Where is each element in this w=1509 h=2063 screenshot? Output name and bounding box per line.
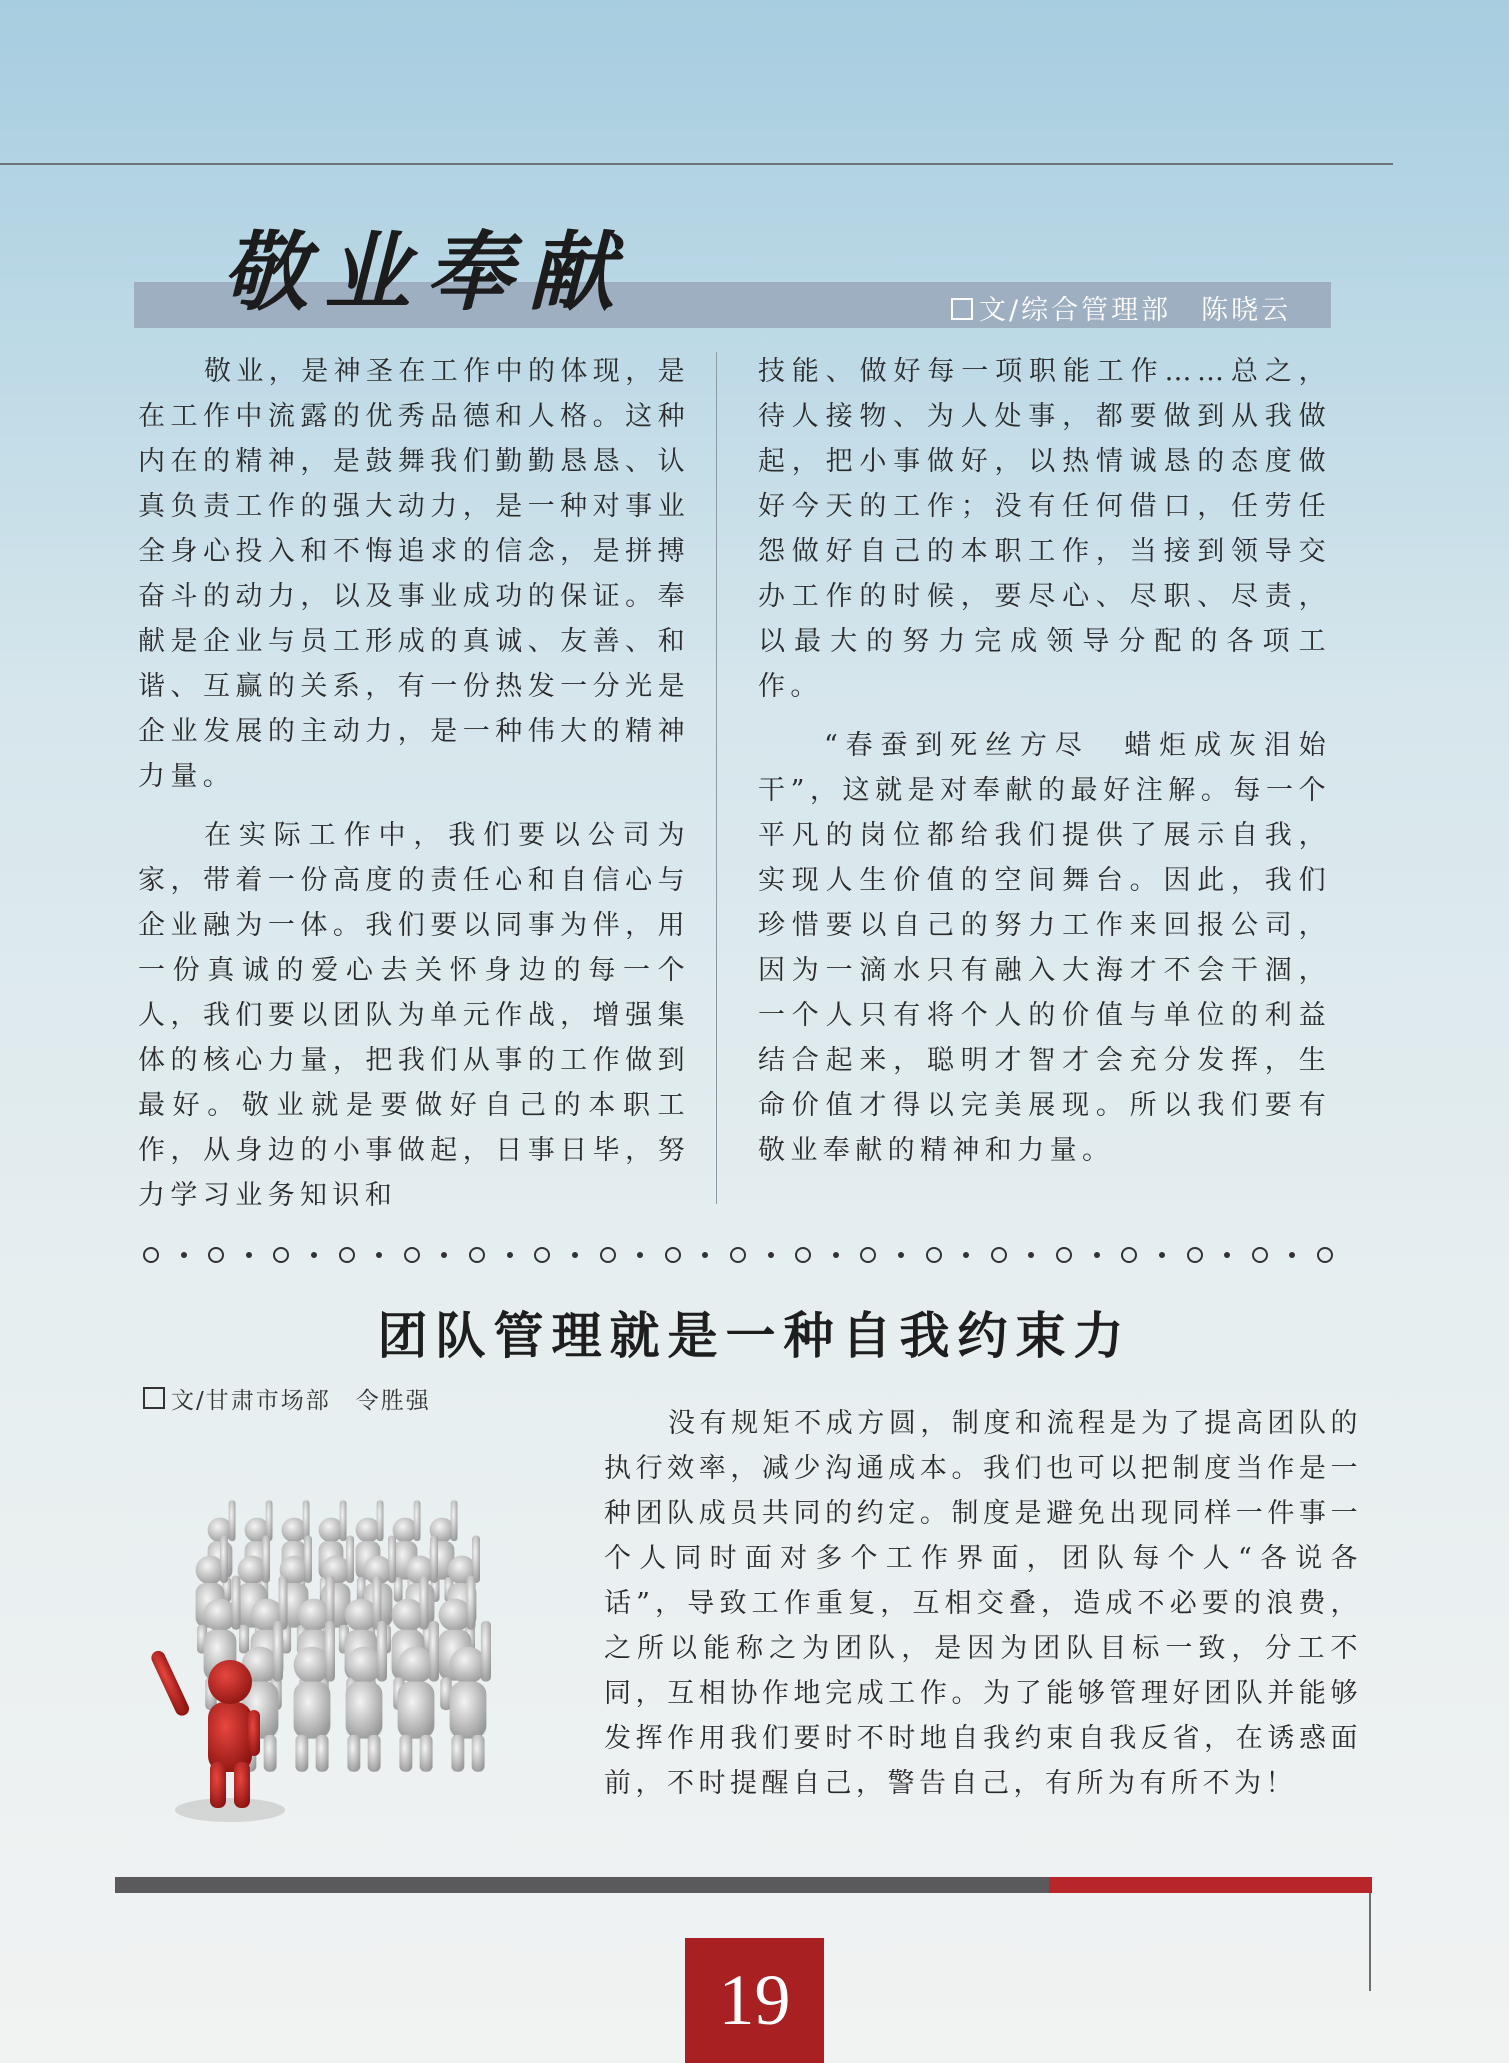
dotted-separator — [143, 1244, 1333, 1266]
article2-byline-text: 文/甘肃市场部 令胜强 — [171, 1388, 431, 1414]
separator-dot — [534, 1247, 550, 1263]
separator-dot — [1028, 1252, 1034, 1258]
article1-paragraph: “春蚕到死丝方尽 蜡炬成灰泪始干”，这就是对奉献的最好注解。每一个平凡的岗位都给我们提供了展示自我，实现人生价值的空间舞台。因此，我们珍惜要以自己的努力工作来回报公司，因为一滴水只有融入大海才不会干涸，一个人只有将个人的价值与单位的利益结合起来，聪明才智才会充分发挥，生命价值才得以完美展现。所以我们要有敬业奉献的精神和力量。 — [758, 730, 1331, 1166]
article1-paragraph: 技能、做好每一项职能工作……总之，待人接物、为人处事，都要做到从我做起，把小事做好，以热情诚恳的态度做好今天的工作；没有任何借口，任劳任怨做好自己的本职工作，当接到领导交办工作的时候，要尽心、尽职、尽责，以最大的努力完成领导分配的各项工作。 — [758, 356, 1331, 702]
separator-dot — [991, 1247, 1007, 1263]
byline-box-icon — [143, 1387, 165, 1409]
separator-dot — [339, 1247, 355, 1263]
separator-dot — [1187, 1247, 1203, 1263]
separator-dot — [600, 1247, 616, 1263]
separator-dot — [507, 1252, 513, 1258]
separator-dot — [1094, 1252, 1100, 1258]
article2-title: 团队管理就是一种自我约束力 — [377, 1307, 1132, 1365]
separator-dot — [1224, 1252, 1230, 1258]
separator-dot — [1289, 1252, 1295, 1258]
separator-dot — [702, 1252, 708, 1258]
separator-dot — [833, 1252, 839, 1258]
article1-column-left — [138, 349, 690, 1232]
separator-dot — [404, 1247, 420, 1263]
article2-paragraph: 没有规矩不成方圆，制度和流程是为了提高团队的执行效率，减少沟通成本。我们也可以把制度当作是一种团队成员共同的约定。制度是避免出现同样一件事一个人同时面对多个工作界面，团队每个人“各说各话”，导致工作重复，互相交叠，造成不必要的浪费，之所以能称之为团队，是因为团队目标一致，分工不同，互相协作地完成工作。为了能够管理好团队并能够发挥作用我们要时不时地自我约束自我反省，在诱惑面前，不时提醒自己，警告自己，有所为有所不为！ — [604, 1408, 1362, 1799]
separator-dot — [273, 1247, 289, 1263]
article2-byline — [143, 1382, 431, 1415]
separator-dot — [795, 1247, 811, 1263]
byline-box-icon — [951, 298, 973, 320]
footer-bar-accent — [1049, 1877, 1372, 1893]
separator-dot — [926, 1247, 942, 1263]
article1-byline-text: 文/综合管理部 陈晓云 — [979, 295, 1292, 326]
separator-dot — [181, 1252, 187, 1258]
separator-dot — [1159, 1252, 1165, 1258]
top-rule — [0, 163, 1393, 165]
footer-bar — [115, 1877, 1049, 1893]
article1-paragraph: 敬业，是神圣在工作中的体现，是在工作中流露的优秀品德和人格。这种内在的精神，是鼓舞我们勤勤恳恳、认真负责工作的强大动力，是一种对事业全身心投入和不悔追求的信念，是拼搏奋斗的动力，以及事业成功的保证。奉献是企业与员工形成的真诚、友善、和谐、互赢的关系，有一份热发一分光是企业发展的主动力，是一种伟大的精神力量。 — [138, 356, 690, 792]
separator-dot — [1121, 1247, 1137, 1263]
separator-dot — [1252, 1247, 1268, 1263]
article1-column-right — [758, 349, 1331, 1187]
separator-dot — [637, 1252, 643, 1258]
separator-dot — [730, 1247, 746, 1263]
article1-paragraph: 在实际工作中，我们要以公司为家，带着一份高度的责任心和自信心与企业融为一体。我们要以同事为伴，用一份真诚的爱心去关怀身边的每一个人，我们要以团队为单元作战，增强集体的核心力量，把我们从事的工作做到最好。敬业就是要做好自己的本职工作，从身边的小事做起，日事日毕，努力学习业务知识和 — [138, 820, 690, 1211]
article1-byline — [951, 288, 1291, 327]
separator-dot — [1317, 1247, 1333, 1263]
article1-title: 敬业奉献 — [222, 222, 630, 323]
separator-dot — [898, 1252, 904, 1258]
column-divider — [716, 352, 717, 1204]
separator-dot — [860, 1247, 876, 1263]
separator-dot — [311, 1252, 317, 1258]
separator-dot — [469, 1247, 485, 1263]
separator-dot — [1056, 1247, 1072, 1263]
separator-dot — [572, 1252, 578, 1258]
page-number: 19 — [685, 1938, 824, 2063]
separator-dot — [376, 1252, 382, 1258]
footer-vertical-line — [1369, 1893, 1371, 1991]
separator-dot — [143, 1247, 159, 1263]
separator-dot — [963, 1252, 969, 1258]
leader-figure-crowd-icon — [150, 1470, 570, 1850]
article2-body — [604, 1401, 1362, 1806]
separator-dot — [665, 1247, 681, 1263]
separator-dot — [768, 1252, 774, 1258]
separator-dot — [246, 1252, 252, 1258]
separator-dot — [208, 1247, 224, 1263]
separator-dot — [441, 1252, 447, 1258]
